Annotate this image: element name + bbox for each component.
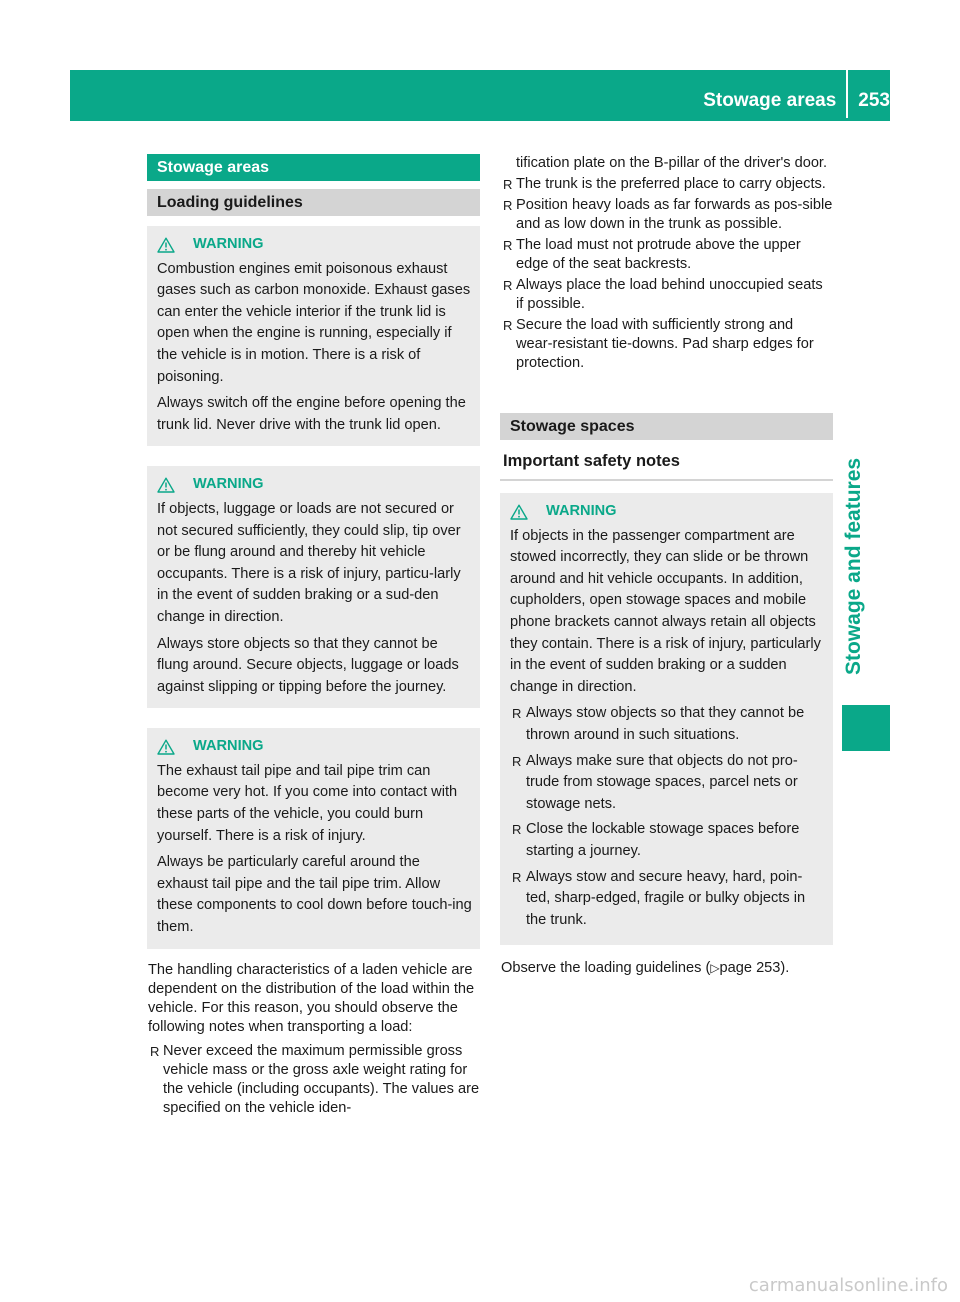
warning-text: Always switch off the engine before opening the trunk lid. Never drive with the trunk lid open. [157,395,466,433]
warning-header [157,234,472,256]
warning-box [147,466,480,708]
warning-box [147,728,480,948]
list-item-text: Always place the load behind unoccupied seats if possible. [516,277,823,312]
warning-label: WARNING [193,738,264,755]
warning-bullet-list [510,703,825,931]
body-text [501,959,833,978]
warning-text: If objects, luggage or loads are not secured or not secured sufficiently, they could slip, tip over or be flung around and thereby hit vehicle occupants. There is a risk of injury, particu-larly in the event of sudden braking or a sud-den change in direction. [157,500,461,625]
list-item-text: The load must not protrude above the upper edge of the seat backrests. [516,237,801,272]
warning-box [147,226,480,446]
list-item [500,175,833,194]
list-item-text: Secure the load with sufficiently strong and wear-resistant tie-downs. Pad sharp edges for protection. [516,317,814,371]
bullet-list [500,154,833,373]
warning-triangle-icon [157,237,175,253]
body-paragraph [500,959,833,978]
warning-triangle-icon [157,477,175,493]
warning-triangle-icon [510,504,528,520]
bullet-marker: R [512,869,522,885]
list-item-text: Always stow objects so that they cannot be thrown around in such situations. [526,705,805,743]
bullet-marker: R [503,318,513,333]
body-text: The handling characteristics of a laden vehicle are dependent on the distribution of the load within the vehicle. For this reason, you should observe the following notes when transporting a load: [148,961,475,1035]
warning-text: Combustion engines emit poisonous exhaust gases such as carbon monoxide. Exhaust gases can enter the vehicle interior if the trunk lid is open when the engine is running, especially if the vehicle is in motion. There is a risk of poisoning. [157,260,471,385]
bullet-marker: R [503,278,513,293]
list-item-text: Always make sure that objects do not pro-trude from stowage spaces, parcel nets or stowage nets. [526,752,798,812]
list-item [510,867,825,932]
bullet-marker: R [503,177,513,192]
section-heading: Stowage areas [147,154,480,181]
list-item [500,236,833,274]
list-item-text: The trunk is the preferred place to carry objects. [516,176,826,192]
running-header [703,86,890,116]
side-tab-label: Stowage and features [842,457,865,675]
bullet-marker: R [503,198,513,213]
warning-header [157,474,472,496]
list-item [147,1042,480,1118]
warning-label: WARNING [193,236,264,252]
running-header-title: Stowage areas [703,90,837,111]
right-column [500,154,833,978]
warning-header [157,736,472,758]
warning-box [500,493,833,945]
warning-text: Always be particularly careful around the exhaust tail pipe and the tail pipe trim. Allow these components to cool down before touch-ing them. [157,854,472,936]
header-divider [846,69,848,118]
bullet-marker: R [512,753,522,769]
warning-header [510,501,825,523]
list-item-continued [500,154,833,173]
page-number: 253 [858,90,890,111]
list-item [510,751,825,816]
body-paragraph [147,961,480,1037]
bullet-marker: R [512,822,522,838]
bullet-marker: R [503,238,513,253]
warning-text: Always store objects so that they cannot be flung around. Secure objects, luggage or loads against slipping or tipping before the journey. [157,635,459,695]
list-item [510,819,825,862]
subsection-heading: Stowage spaces [500,413,833,440]
list-item [500,276,833,314]
warning-label: WARNING [193,476,264,493]
bullet-list [147,1042,480,1118]
list-item-text: Never exceed the maximum permissible gross vehicle mass or the gross axle weight rating for the vehicle (including occupants). The values are specified on the vehicle iden- [163,1042,480,1116]
warning-label: WARNING [546,503,617,519]
list-item-text: Always stow and secure heavy, hard, poin-ted, sharp-edged, fragile or bulky objects in the trunk. [526,868,806,928]
observe-text: Observe the loading guidelines ( [501,960,711,977]
list-item-text: Close the lockable stowage spaces before starting a journey. [526,821,800,859]
subsection-heading: Loading guidelines [147,189,480,216]
left-column [147,154,480,1120]
warning-text: If objects in the passenger compartment are stowed incorrectly, they can slide or be thrown around and hit vehicle occupants. In addition, cupholders, open stowage spaces and mobile phone brackets cannot always retain all objects they contain. There is a risk of injury, particularly in the event of sudden braking or a sudden change in direction. [510,527,821,695]
list-item [500,196,833,234]
side-tab-block [842,705,890,751]
topic-heading: Important safety notes [500,452,833,481]
watermark: carmanualsonline.info [748,1275,948,1296]
bullet-marker: R [150,1043,160,1059]
list-item [510,703,825,746]
bullet-marker: R [512,706,522,722]
list-item-text: tification plate on the B-pillar of the driver's door. [516,155,828,171]
warning-triangle-icon [157,739,175,755]
list-item [500,316,833,373]
page-reference-arrow-icon: ▷ [710,961,720,976]
page-reference-link[interactable]: page 253). [719,960,790,977]
list-item-text: Position heavy loads as far forwards as pos-sible and as low down in the trunk as possible. [516,197,833,232]
warning-text: The exhaust tail pipe and tail pipe trim can become very hot. If you come into contact with these parts of the vehicle, you could burn yourself. There is a risk of injury. [157,762,458,844]
